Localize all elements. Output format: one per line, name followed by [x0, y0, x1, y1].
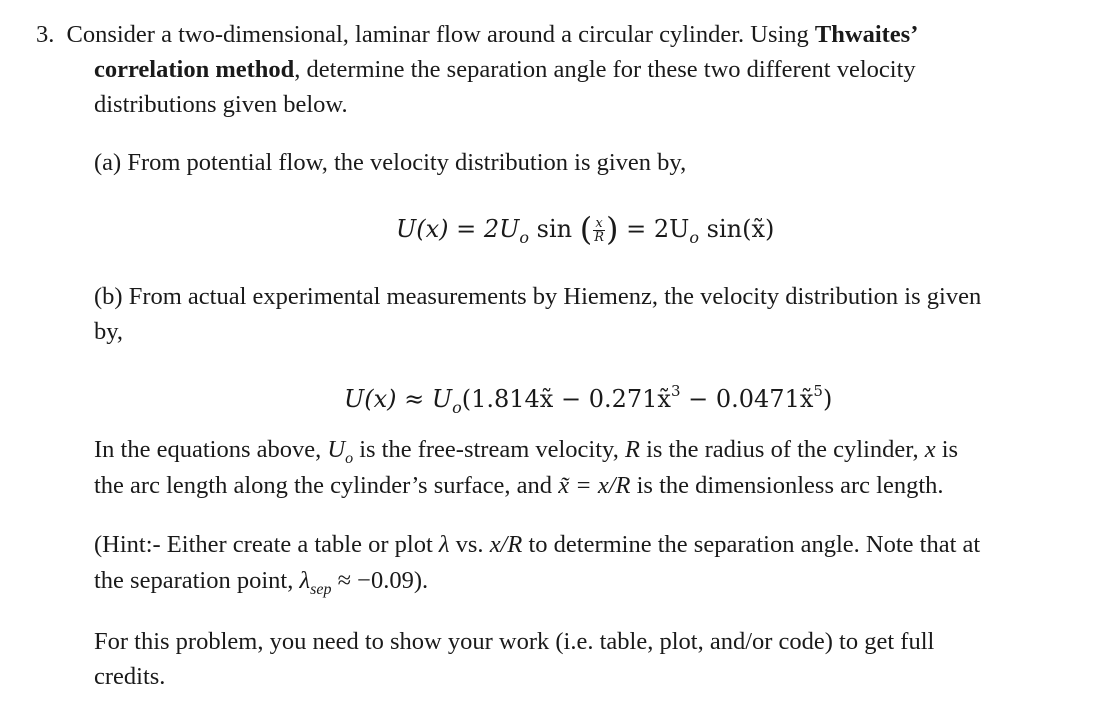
closing-line-1	[94, 627, 934, 657]
expl-U-sub: o	[345, 450, 354, 467]
eq-a-fraction	[593, 217, 605, 244]
hint-text-2b: ).	[413, 567, 429, 594]
part-a-label: (a) From potential flow, the velocity distribution is given by,	[94, 149, 687, 176]
equation-a	[396, 210, 775, 253]
problem-line-2	[94, 55, 916, 85]
expl-U: U	[327, 436, 346, 463]
expl-text-1d: is	[935, 436, 959, 463]
part-b-line-1	[94, 282, 981, 312]
hint-text-1b: vs.	[449, 531, 490, 558]
eq-b-exp2: 5	[813, 382, 823, 400]
hint-line-1	[94, 530, 980, 560]
thwaites-bold: Thwaites’	[814, 21, 919, 48]
hint-lambda: λ	[438, 531, 450, 558]
eq-a-sin: sin	[529, 215, 580, 243]
hint-line-2	[94, 566, 428, 605]
closing-line-2	[94, 662, 165, 692]
equation-b	[344, 376, 832, 423]
eq-b-end: )	[822, 385, 833, 413]
problem-line-1	[36, 20, 918, 50]
hint-text-1a: (Hint:- Either create a table or plot	[94, 531, 439, 558]
expl-text-2b: is the dimensionless arc length.	[630, 472, 944, 499]
hint-sep-sub: sep	[310, 581, 332, 598]
eq-b-mid1: (1.814x̃ − 0.271x̃	[461, 385, 671, 413]
eq-a-frac-num: x	[593, 217, 605, 231]
expl-text-1b: is the free-stream velocity,	[353, 436, 625, 463]
eq-a-sub: o	[519, 228, 529, 247]
eq-a-rparen: )	[606, 210, 619, 248]
expl-text-1a: In the equations above,	[94, 436, 328, 463]
eq-a-frac-den: R	[594, 230, 604, 245]
correlation-method-bold: correlation method	[94, 56, 295, 83]
eq-a-rhs-sub: o	[689, 228, 699, 247]
expl-text-1c: is the radius of the cylinder,	[639, 436, 925, 463]
eq-b-mid2: − 0.0471x̃	[680, 385, 814, 413]
expl-text-2a: the arc length along the cylinder’s surface, and	[94, 472, 559, 499]
hint-x-over-r: x/R	[489, 531, 523, 558]
closing-text-1: For this problem, you need to show your work (i.e. table, plot, and/or code) to get full	[94, 628, 935, 655]
eq-b-sub: o	[452, 398, 462, 417]
hint-value: ≈ −0.09	[331, 567, 414, 594]
part-b-line-2	[94, 317, 123, 347]
explanation-line-2	[94, 471, 944, 501]
hint-lambda-sep: λ	[299, 567, 311, 594]
eq-a-lparen: (	[579, 210, 593, 248]
part-a-text	[94, 148, 686, 178]
problem-text-1: Consider a two-dimensional, laminar flow around a circular cylinder. Using	[66, 21, 815, 48]
problem-number: 3.	[36, 21, 55, 48]
eq-a-rhs: = 2U	[626, 215, 690, 243]
expl-R: R	[624, 436, 640, 463]
hint-text-2a: the separation point,	[94, 567, 300, 594]
hint-text-1c: to determine the separation angle. Note that at	[522, 531, 981, 558]
problem-text-2: , determine the separation angle for these two different velocity	[294, 56, 916, 83]
part-b-text-1: (b) From actual experimental measurements by Hiemenz, the velocity distribution is given	[94, 283, 982, 310]
closing-text-2: credits.	[94, 663, 166, 690]
explanation-line-1	[94, 435, 958, 474]
expl-x: x	[924, 436, 936, 463]
eq-b-lhs: U(x) ≈ U	[344, 385, 453, 413]
expl-xtilde-eq: x̃ = x/R	[558, 472, 631, 499]
eq-b-exp1: 3	[670, 382, 681, 400]
eq-a-rhs-tail: sin(x̃)	[699, 215, 775, 243]
problem-text-3: distributions given below.	[94, 91, 348, 118]
eq-a-lhs: U(x) = 2U	[396, 215, 520, 243]
part-b-text-2: by,	[94, 318, 124, 345]
problem-line-3	[94, 90, 348, 120]
